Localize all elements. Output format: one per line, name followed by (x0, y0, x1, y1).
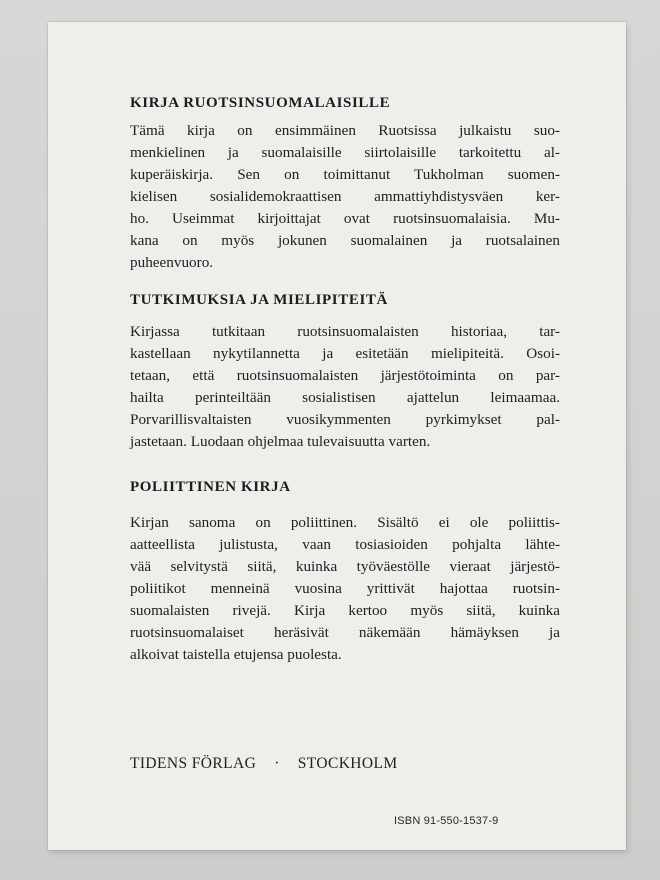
publisher-city: STOCKHOLM (297, 755, 398, 772)
text-line: kana on myös jokunen suomalainen ja ruotsalainen (130, 232, 560, 249)
book-back-cover (48, 22, 626, 850)
text-line: ruotsinsuomalaiset heräsivät näkemään hämäyksen ja (130, 624, 560, 641)
text-line: ho. Useimmat kirjoittajat ovat ruotsinsuomalaisia. Mu- (130, 210, 560, 227)
publisher-name: TIDENS FÖRLAG (130, 755, 257, 772)
section-heading-tutkimuksia-ja-mielipiteita: TUTKIMUKSIA JA MIELIPITEITÄ (130, 292, 388, 308)
text-line: vää selvitystä siitä, kuinka työväestölle vieraat järjestö- (130, 558, 560, 575)
text-line: aatteellista julistusta, vaan tosiasioiden pohjalta lähte- (130, 536, 560, 553)
text-line: jastetaan. Luodaan ohjelmaa tulevaisuutta varten. (130, 433, 431, 450)
publisher-line (130, 755, 398, 773)
text-line: suomalaisten rivejä. Kirja kertoo myös siitä, kuinka (130, 602, 560, 619)
section-paragraph (130, 321, 560, 453)
text-line: kastellaan nykytilannetta ja esitetään mielipiteitä. Osoi- (130, 345, 560, 362)
text-line: alkoivat taistella etujensa puolesta. (130, 646, 342, 663)
text-line: Porvarillisvaltaisten vuosikymmenten pyrkimykset pal- (130, 411, 560, 428)
text-line: kuperäiskirja. Sen on toimittanut Tukholman suomen- (130, 166, 560, 183)
text-line: hailta perinteiltään sosialistisen ajattelun leimaamaa. (130, 389, 560, 406)
text-line: poliitikot menneinä vuosina yrittivät hajottaa ruotsin- (130, 580, 560, 597)
text-line: puheenvuoro. (130, 254, 214, 271)
text-line: Kirjan sanoma on poliittinen. Sisältö ei ole poliittis- (130, 514, 560, 531)
section-paragraph (130, 120, 560, 274)
text-line: kielisen sosialidemokraattisen ammattiyhdistysväen ker- (130, 188, 560, 205)
isbn-number: ISBN 91-550-1537-9 (394, 815, 499, 827)
text-line: tetaan, että ruotsinsuomalaisten järjestötoiminta on par- (130, 367, 560, 384)
section-heading-kirja-ruotsinsuomalaisille: KIRJA RUOTSINSUOMALAISILLE (130, 95, 391, 111)
text-line: menkielinen ja suomalaisille siirtolaisille tarkoitettu al- (130, 144, 560, 161)
section-heading-poliittinen-kirja: POLIITTINEN KIRJA (130, 479, 291, 495)
text-line: Tämä kirja on ensimmäinen Ruotsissa julkaistu suo- (130, 122, 560, 139)
text-line: Kirjassa tutkitaan ruotsinsuomalaisten historiaa, tar- (130, 323, 560, 340)
section-paragraph (130, 512, 560, 666)
publisher-separator: · (274, 755, 280, 772)
